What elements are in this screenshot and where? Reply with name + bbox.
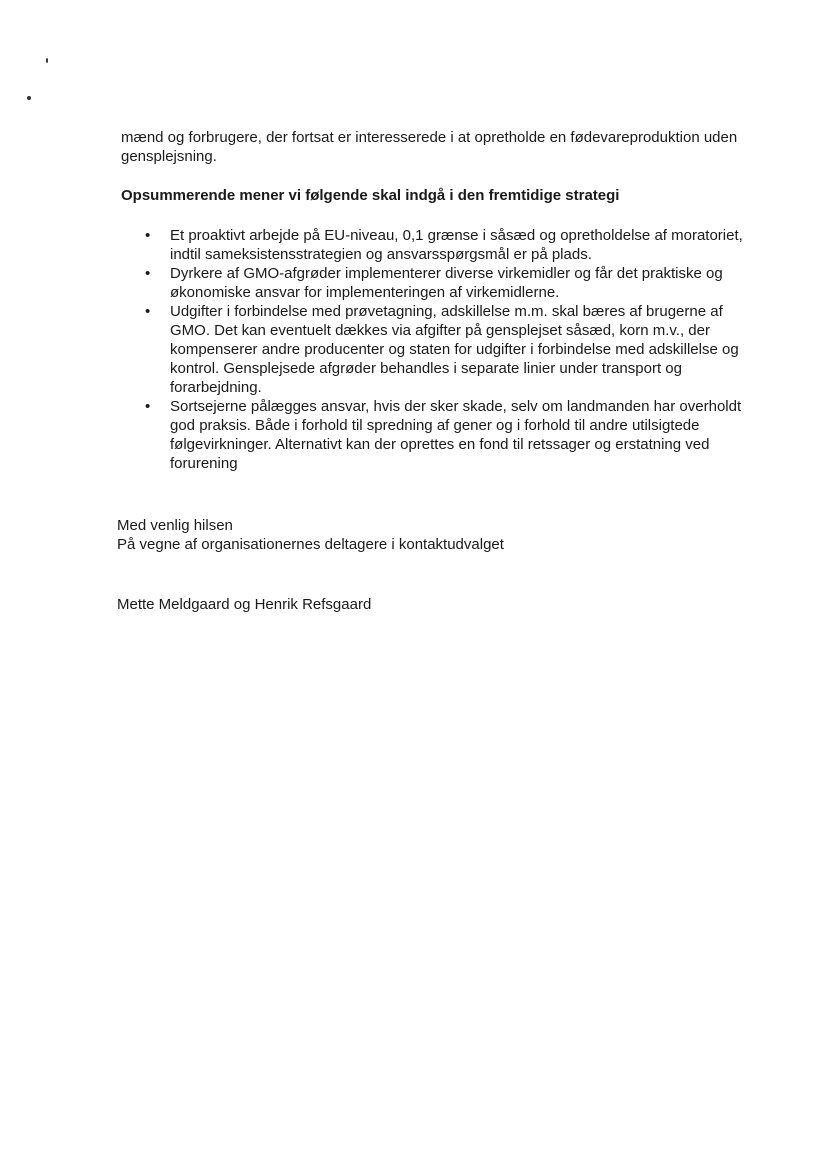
scan-speck: [27, 96, 31, 100]
scan-speck: [46, 58, 48, 63]
bullet-item: • Udgifter i forbindelse med prøvetagning, adskillelse m.m. skal bæres af brugerne af GMO. Det kan eventuelt dækkes via afgifter på gensplejset såsæd, korn m.v., der kompenserer andre producenter og staten for udgifter i forbindelse med adskillelse og kontrol. Gensplejsede afgrøder behandles i separate linier under transport og forarbejdning.: [145, 302, 760, 397]
signature-names: Mette Meldgaard og Henrik Refsgaard: [117, 596, 372, 613]
summary-heading: Opsummerende mener vi følgende skal indgå i den fremtidige strategi: [121, 187, 620, 204]
bullet-item: • Dyrkere af GMO-afgrøder implementerer diverse virkemidler og får det praktiske og økonomiske ansvar for implementeringen af virkemidlerne.: [145, 264, 760, 302]
strategy-bullet-list: [145, 226, 760, 473]
closing-block: [117, 516, 717, 554]
bullet-item: • Et proaktivt arbejde på EU-niveau, 0,1 grænse i såsæd og opretholdelse af moratoriet, indtil sameksistensstrategien og ansvarsspørgsmål er på plads.: [145, 226, 760, 264]
closing-greeting: Med venlig hilsen: [117, 517, 233, 534]
bullet-item: • Sortsejerne pålægges ansvar, hvis der sker skade, selv om landmanden har overholdt god praksis. Både i forhold til spredning af gener og i forhold til andre utilsigtede følgevirkninger. Alternativt kan der oprettes en fond til retssager og erstatning ved forurening: [145, 397, 760, 473]
closing-on-behalf: På vegne af organisationernes deltagere i kontaktudvalget: [117, 536, 504, 553]
intro-paragraph: mænd og forbrugere, der fortsat er interesserede i at opretholde en fødevareproduktion uden gensplejsning.: [121, 129, 738, 165]
